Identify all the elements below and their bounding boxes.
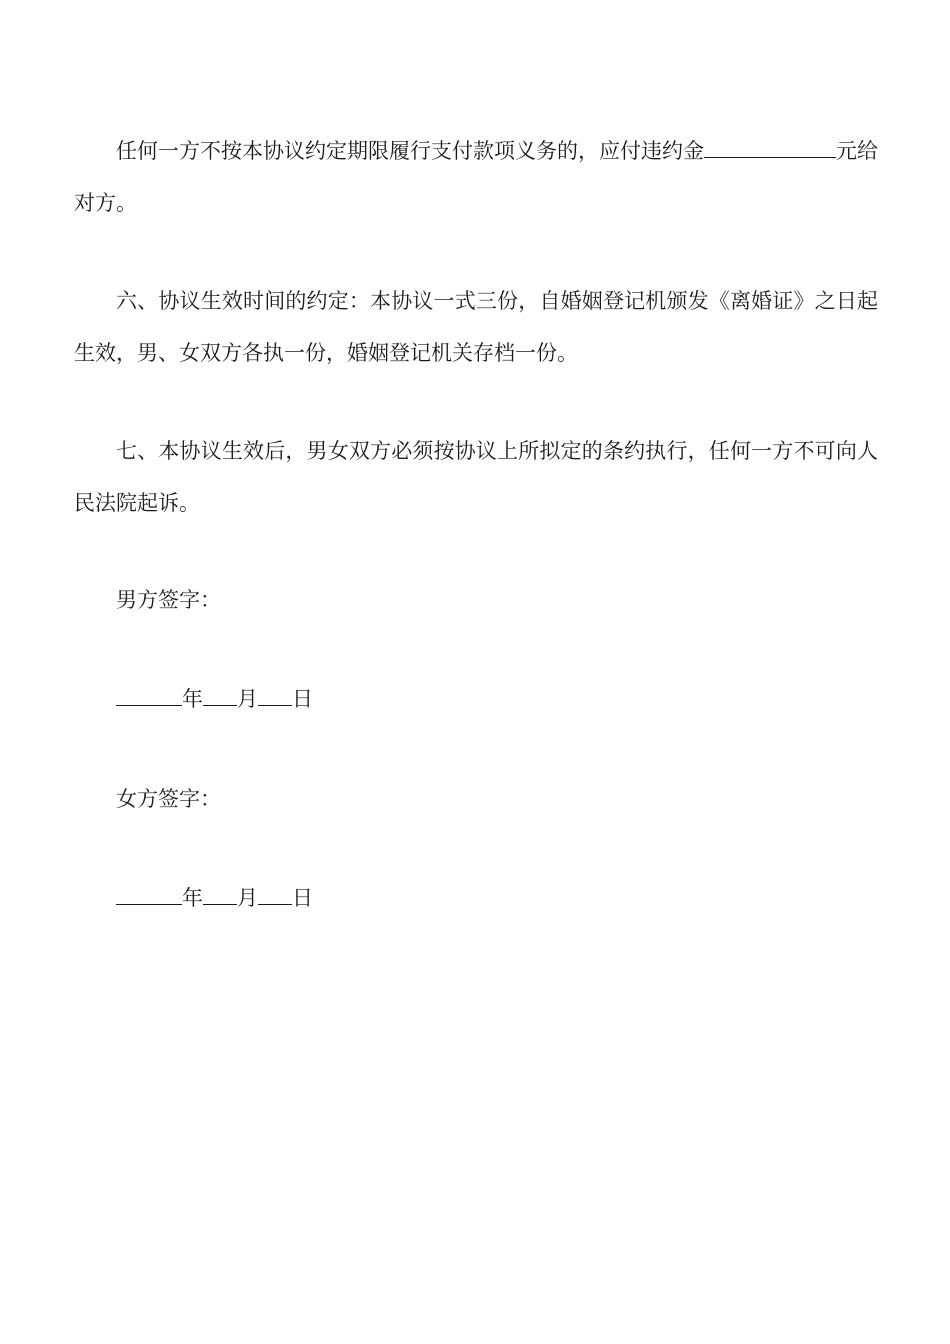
day-blank xyxy=(258,685,292,706)
year-label: 年 xyxy=(182,687,203,711)
male-signature-label: 男方签字： xyxy=(116,588,221,612)
year-label: 年 xyxy=(182,886,203,910)
day-label: 日 xyxy=(292,687,313,711)
penalty-amount-blank xyxy=(704,137,836,158)
day-label: 日 xyxy=(292,886,313,910)
year-blank xyxy=(116,685,182,706)
female-signature-date xyxy=(116,883,313,913)
month-blank xyxy=(203,685,237,706)
month-label: 月 xyxy=(237,886,258,910)
year-blank xyxy=(116,884,182,905)
male-signature-date xyxy=(116,684,313,714)
penalty-clause-paragraph xyxy=(74,125,878,229)
penalty-clause-tail: 元给对方。 xyxy=(74,139,878,215)
month-label: 月 xyxy=(237,687,258,711)
execution-clause-paragraph: 七、本协议生效后，男女双方必须按协议上所拟定的条约执行，任何一方不可向人民法院起诉。 xyxy=(74,439,878,515)
day-blank xyxy=(258,884,292,905)
month-blank xyxy=(203,884,237,905)
effective-time-clause-paragraph: 六、协议生效时间的约定：本协议一式三份，自婚姻登记机颁发《离婚证》之日起生效，男、女双方各执一份，婚姻登记机关存档一份。 xyxy=(74,289,878,365)
female-signature-label: 女方签字： xyxy=(116,787,221,811)
penalty-clause-text: 任何一方不按本协议约定期限履行支付款项义务的，应付违约金 xyxy=(116,139,704,163)
